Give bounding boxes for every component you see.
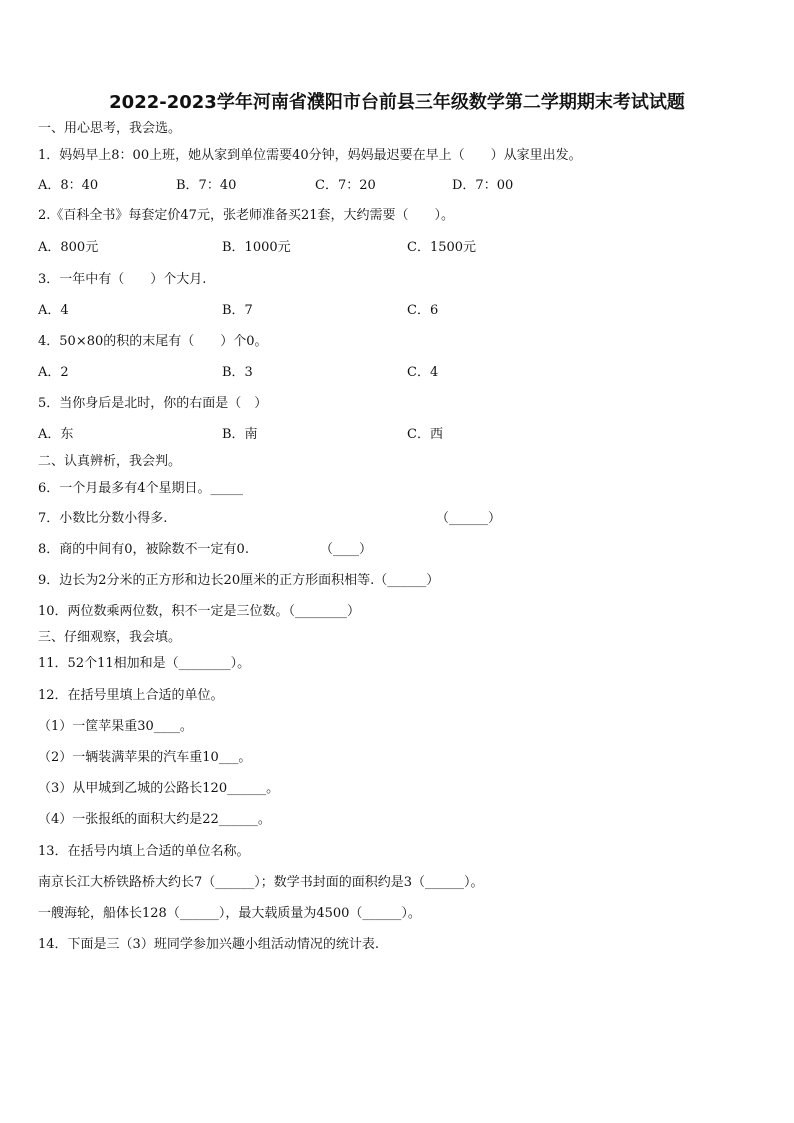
q4-option-b: B．3 [222,365,253,380]
q5-option-a: A．东 [38,427,74,442]
q2-option-c: C．1500元 [407,240,477,255]
q1-option-d: D．7：00 [452,178,514,193]
section-1-heading: 一、用心思考，我会选。 [38,121,182,136]
question-3: 3．一年中有（ ）个大月. [38,272,207,287]
q12-item-2: （2）一辆装满苹果的汽车重10___。 [38,750,252,765]
q1-option-a: A．8：40 [38,178,99,193]
q3-option-a: A．4 [38,303,69,318]
q4-option-c: C．4 [407,365,439,380]
question-7: 7．小数比分数小得多. [38,511,168,526]
question-11: 11．52个11相加和是（________）。 [38,656,251,671]
page-title: 2022-2023学年河南省濮阳市台前县三年级数学第二学期期末考试试题 [109,92,685,113]
q4-option-a: A．2 [38,365,69,380]
section-2-heading: 二、认真辨析，我会判。 [38,454,182,469]
question-10: 10．两位数乘两位数，积不一定是三位数。（________） [38,604,361,619]
q2-option-b: B．1000元 [222,240,291,255]
q12-item-4: （4）一张报纸的面积大约是22______。 [38,812,271,827]
question-4: 4．50×80的积的末尾有（ ）个0。 [38,334,268,349]
q12-item-3: （3）从甲城到乙城的公路长120______。 [38,781,280,796]
question-6: 6．一个月最多有4个星期日。_____ [38,481,244,496]
question-1: 1．妈妈早上8：00上班，她从家到单位需要40分钟，妈妈最迟要在早上（ ）从家里出发。 [38,148,582,163]
section-3-heading: 三、仔细观察，我会填。 [38,630,182,645]
q5-option-c: C．西 [407,427,443,442]
question-9: 9．边长为2分米的正方形和边长20厘米的正方形面积相等.（______） [38,573,440,588]
q1-option-c: C．7：20 [315,178,376,193]
q7-answer-blank: （______） [436,511,502,526]
question-14: 14．下面是三（3）班同学参加兴趣小组活动情况的统计表. [38,937,379,952]
q13-line-1: 南京长江大桥铁路桥大约长7（______）；数学书封面的面积约是3（______）。 [38,875,484,890]
question-12: 12．在括号里填上合适的单位。 [38,688,224,703]
q1-option-b: B．7：40 [176,178,237,193]
q13-line-2: 一艘海轮，船体长128（______），最大载质量为4500（______）。 [38,906,421,921]
q5-option-b: B．南 [222,427,258,442]
question-5: 5．当你身后是北时，你的右面是（ ） [38,396,268,411]
q8-answer-blank: （____） [320,542,373,557]
q3-option-c: C．6 [407,303,439,318]
question-13: 13．在括号内填上合适的单位名称。 [38,844,250,859]
q3-option-b: B．7 [222,303,253,318]
question-8: 8．商的中间有0，被除数不一定有0. [38,542,249,557]
question-2: 2.《百科全书》每套定价47元，张老师准备买21套，大约需要（ ）。 [38,208,454,223]
q12-item-1: （1）一筐苹果重30____。 [38,719,193,734]
q2-option-a: A．800元 [38,240,99,255]
